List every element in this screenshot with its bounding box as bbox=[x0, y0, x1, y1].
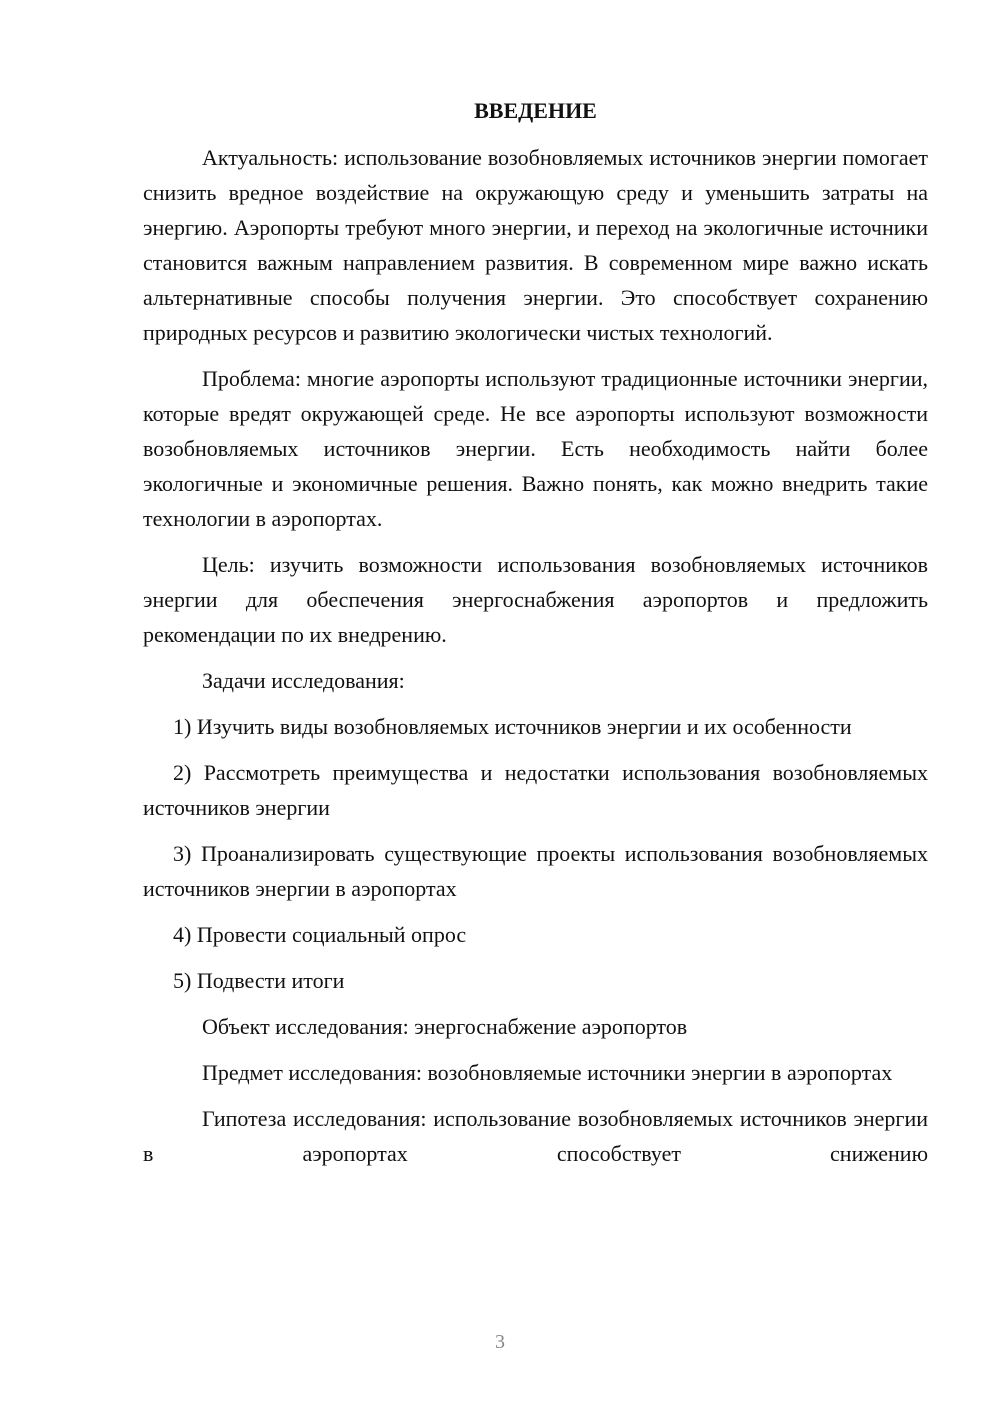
task-item-4: 4) Провести социальный опрос bbox=[173, 922, 467, 947]
document-page bbox=[143, 94, 928, 1182]
task-item-5: 5) Подвести итоги bbox=[173, 968, 345, 993]
section-heading: ВВЕДЕНИЕ bbox=[474, 98, 597, 123]
paragraph-relevance: Актуальность: использование возобновляемых источников энергии помогает снизить вредное воздействие на окружающую среду и уменьшить затраты на энергию. Аэропорты требуют много энергии, и переход на экологичные источники становится важным направлением развития. В современном мире важно искать альтернативные способы получения энергии. Это способствует сохранению природных ресурсов и развитию экологически чистых технологий. bbox=[143, 145, 928, 345]
task-item-2: 2) Рассмотреть преимущества и недостатки использования возобновляемых источников энергии bbox=[143, 760, 928, 820]
page-number: 3 bbox=[495, 1331, 505, 1353]
paragraph-object: Объект исследования: энергоснабжение аэропортов bbox=[202, 1014, 688, 1039]
paragraph-problem: Проблема: многие аэропорты используют традиционные источники энергии, которые вредят окружающей среде. Не все аэропорты используют возможности возобновляемых источников энергии. Есть необходимость найти более экологичные и экономичные решения. Важно понять, как можно внедрить такие технологии в аэропортах. bbox=[143, 366, 928, 531]
paragraph-subject: Предмет исследования: возобновляемые источники энергии в аэропортах bbox=[202, 1060, 893, 1085]
task-item-1: 1) Изучить виды возобновляемых источников энергии и их особенности bbox=[173, 714, 852, 739]
task-item-3: 3) Проанализировать существующие проекты использования возобновляемых источников энергии в аэропортах bbox=[143, 841, 928, 901]
tasks-title: Задачи исследования: bbox=[202, 668, 405, 693]
paragraph-goal: Цель: изучить возможности использования возобновляемых источников энергии для обеспечения энергоснабжения аэропортов и предложить рекомендации по их внедрению. bbox=[143, 552, 928, 647]
paragraph-hypothesis: Гипотеза исследования: использование возобновляемых источников энергии в аэропортах способствует снижению bbox=[143, 1106, 928, 1166]
